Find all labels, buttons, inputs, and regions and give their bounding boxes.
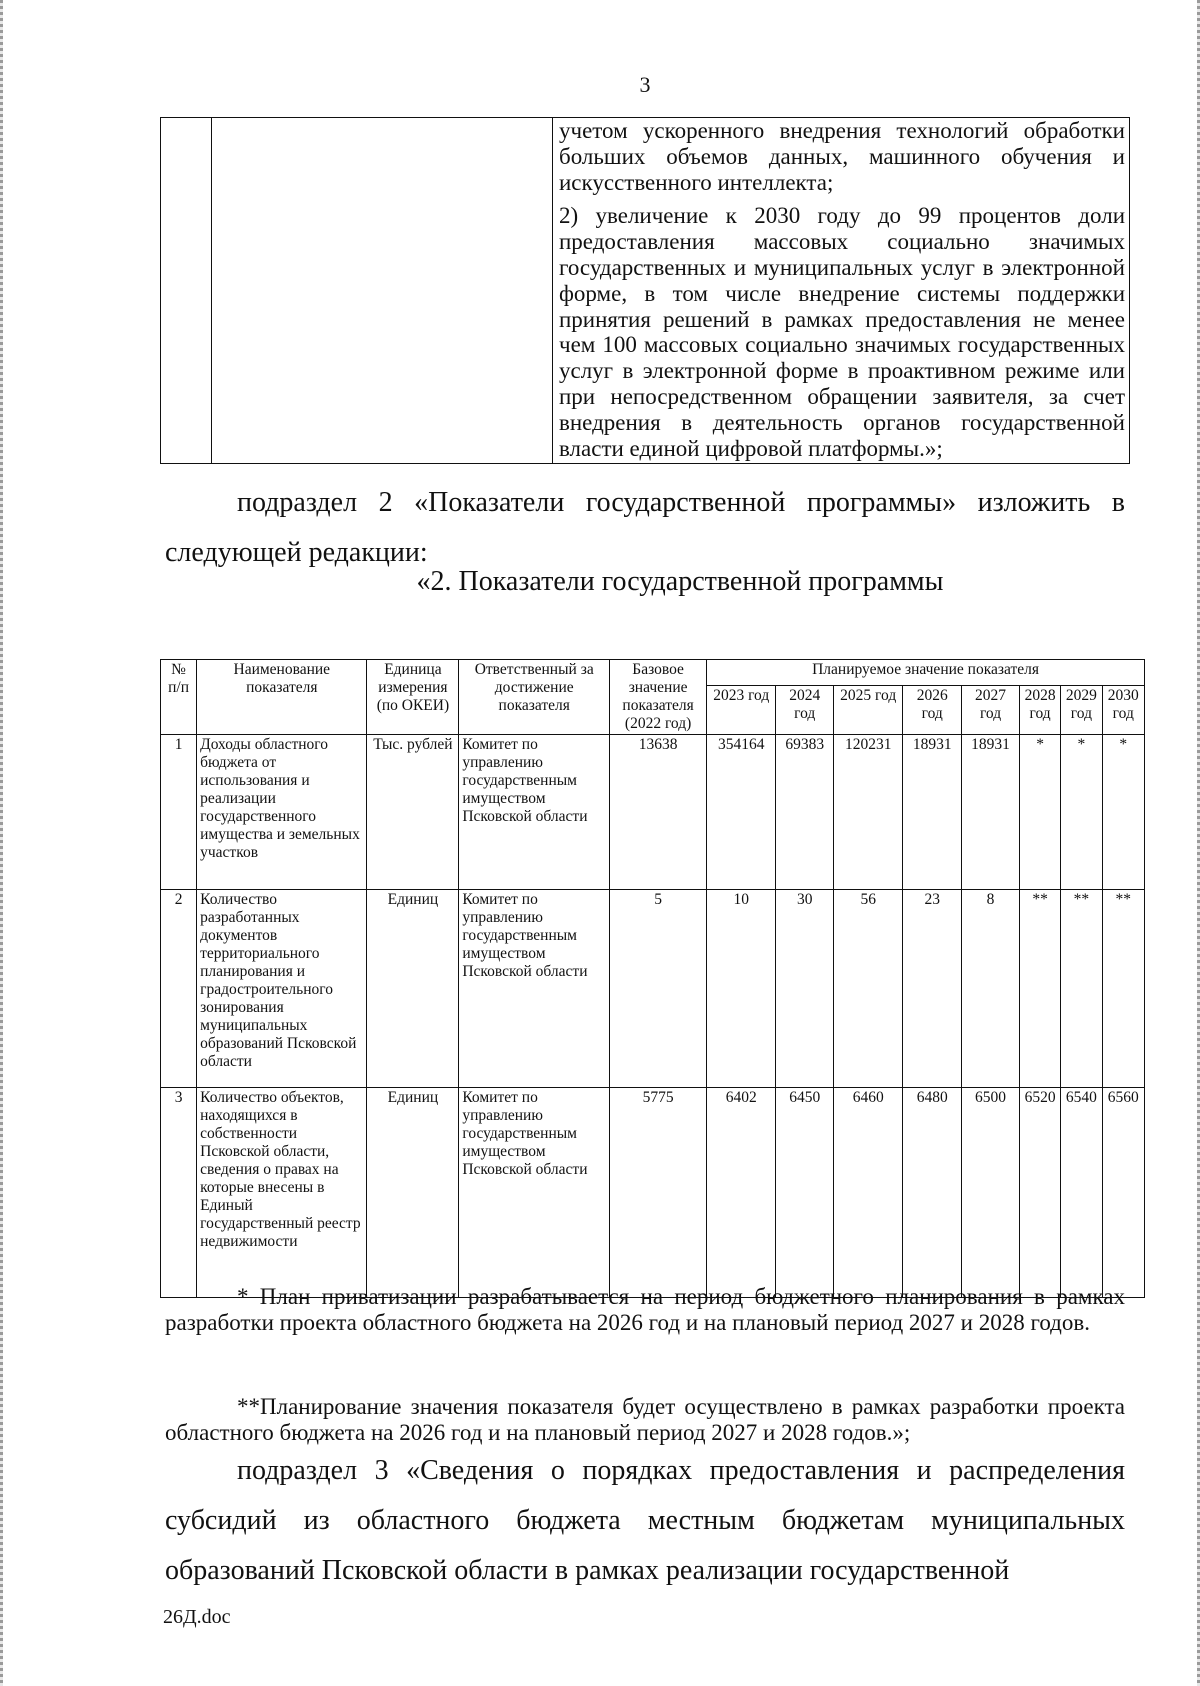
row-value-2029: **: [1061, 890, 1102, 1088]
row-num: 3: [161, 1088, 197, 1298]
header-year-2024: 2024 год: [776, 686, 834, 735]
footnote-one-star: * План приватизации разрабатывается на период бюджетного планирования в рамках разработки проекта областного бюджета на 2026 год и на плановый период 2027 и 2028 годов.: [165, 1284, 1125, 1335]
footer-file-name: 26Д.doc: [163, 1606, 231, 1628]
page-number: 3: [639, 72, 651, 97]
row-value-2029: *: [1061, 735, 1102, 890]
row-num: 2: [161, 890, 197, 1088]
subsection-2-paragraph: подраздел 2 «Показатели государственной программы» изложить в следующей редакции:: [165, 487, 1125, 568]
header-name: Наименование показателя: [197, 660, 367, 735]
row-responsible: Комитет по управлению государственным имуществом Псковской области: [459, 1088, 610, 1298]
row-unit: Единиц: [367, 1088, 459, 1298]
table-row: [161, 735, 1145, 890]
row-value-2025: 56: [834, 890, 903, 1088]
row-value-2023: 6402: [707, 1088, 776, 1298]
row-value-2027: 8: [962, 890, 1020, 1088]
header-unit: Единица измерения (по ОКЕИ): [367, 660, 459, 735]
header-responsible: Ответственный за достижение показателя: [459, 660, 610, 735]
row-value-2026: 23: [903, 890, 962, 1088]
row-value-2028: *: [1019, 735, 1060, 890]
indicators-table: [160, 659, 1145, 1298]
row-unit: Единиц: [367, 890, 459, 1088]
row-name: Количество разработанных документов территориального планирования и градостроительного зонирования муниципальных образований Псковской области: [197, 890, 367, 1088]
row-value-2030: *: [1102, 735, 1144, 890]
subsection-3-paragraph: подраздел 3 «Сведения о порядках предоставления и распределения субсидий из областного бюджета местным бюджетам муниципальных образований Псковской области в рамках реализации государственной: [165, 1455, 1125, 1586]
row-value-2024: 30: [776, 890, 834, 1088]
row-value-2027: 6500: [962, 1088, 1020, 1298]
row-value-2024: 6450: [776, 1088, 834, 1298]
row-value-2030: **: [1102, 890, 1144, 1088]
header-base: Базовое значение показателя (2022 год): [610, 660, 707, 735]
row-responsible: Комитет по управлению государственным имуществом Псковской области: [459, 890, 610, 1088]
row-value-2024: 69383: [776, 735, 834, 890]
row-value-2025: 120231: [834, 735, 903, 890]
row-value-2023: 10: [707, 890, 776, 1088]
row-value-2026: 6480: [903, 1088, 962, 1298]
continuation-text-cell: [553, 118, 1130, 464]
table-row: [161, 890, 1145, 1088]
row-value-2026: 18931: [903, 735, 962, 890]
row-base: 5775: [610, 1088, 707, 1298]
header-year-2029: 2029 год: [1061, 686, 1102, 735]
continuation-empty-cell-2: [212, 118, 553, 464]
row-value-2023: 354164: [707, 735, 776, 890]
continuation-paragraph-1: учетом ускоренного внедрения технологий обработки больших объемов данных, машинного обучения и искусственного интеллекта;: [559, 118, 1125, 195]
header-year-2025: 2025 год: [834, 686, 903, 735]
row-value-2029: 6540: [1061, 1088, 1102, 1298]
scan-edge-left: [0, 0, 3, 1686]
continuation-paragraph-2: 2) увеличение к 2030 году до 99 процентов доли предоставления массовых социально значимых государственных и муниципальных услуг в электронной форме, в том числе внедрение системы поддержки принятия решений в рамках предоставления не менее чем 100 массовых социально значимых государственных услуг в электронной форме в проактивном режиме или при непосредственном обращении заявителя, за счет внедрения в деятельность органов государственной власти единой цифровой платформы.»;: [559, 203, 1125, 461]
header-year-2026: 2026 год: [903, 686, 962, 735]
row-name: Доходы областного бюджета от использования и реализации государственного имущества и земельных участков: [197, 735, 367, 890]
row-value-2028: **: [1019, 890, 1060, 1088]
header-planned: Планируемое значение показателя: [707, 660, 1145, 686]
continuation-table: [160, 117, 1130, 464]
footnote-two-star: **Планирование значения показателя будет осуществлено в рамках разработки проекта областного бюджета на 2026 год и на плановый период 2027 и 2028 годов.»;: [165, 1394, 1125, 1445]
header-year-2028: 2028 год: [1019, 686, 1060, 735]
row-unit: Тыс. рублей: [367, 735, 459, 890]
row-responsible: Комитет по управлению государственным имуществом Псковской области: [459, 735, 610, 890]
header-num: № п/п: [161, 660, 197, 735]
section-heading: «2. Показатели государственной программы: [416, 566, 944, 597]
row-value-2025: 6460: [834, 1088, 903, 1298]
continuation-empty-cell-1: [161, 118, 212, 464]
row-value-2028: 6520: [1019, 1088, 1060, 1298]
row-base: 13638: [610, 735, 707, 890]
header-year-2030: 2030 год: [1102, 686, 1144, 735]
row-base: 5: [610, 890, 707, 1088]
header-year-2023: 2023 год: [707, 686, 776, 735]
header-year-2027: 2027 год: [962, 686, 1020, 735]
row-value-2027: 18931: [962, 735, 1020, 890]
row-value-2030: 6560: [1102, 1088, 1144, 1298]
table-row: [161, 1088, 1145, 1298]
row-num: 1: [161, 735, 197, 890]
row-name: Количество объектов, находящихся в собственности Псковской области, сведения о правах на которые внесены в Единый государственный реестр недвижимости: [197, 1088, 367, 1298]
